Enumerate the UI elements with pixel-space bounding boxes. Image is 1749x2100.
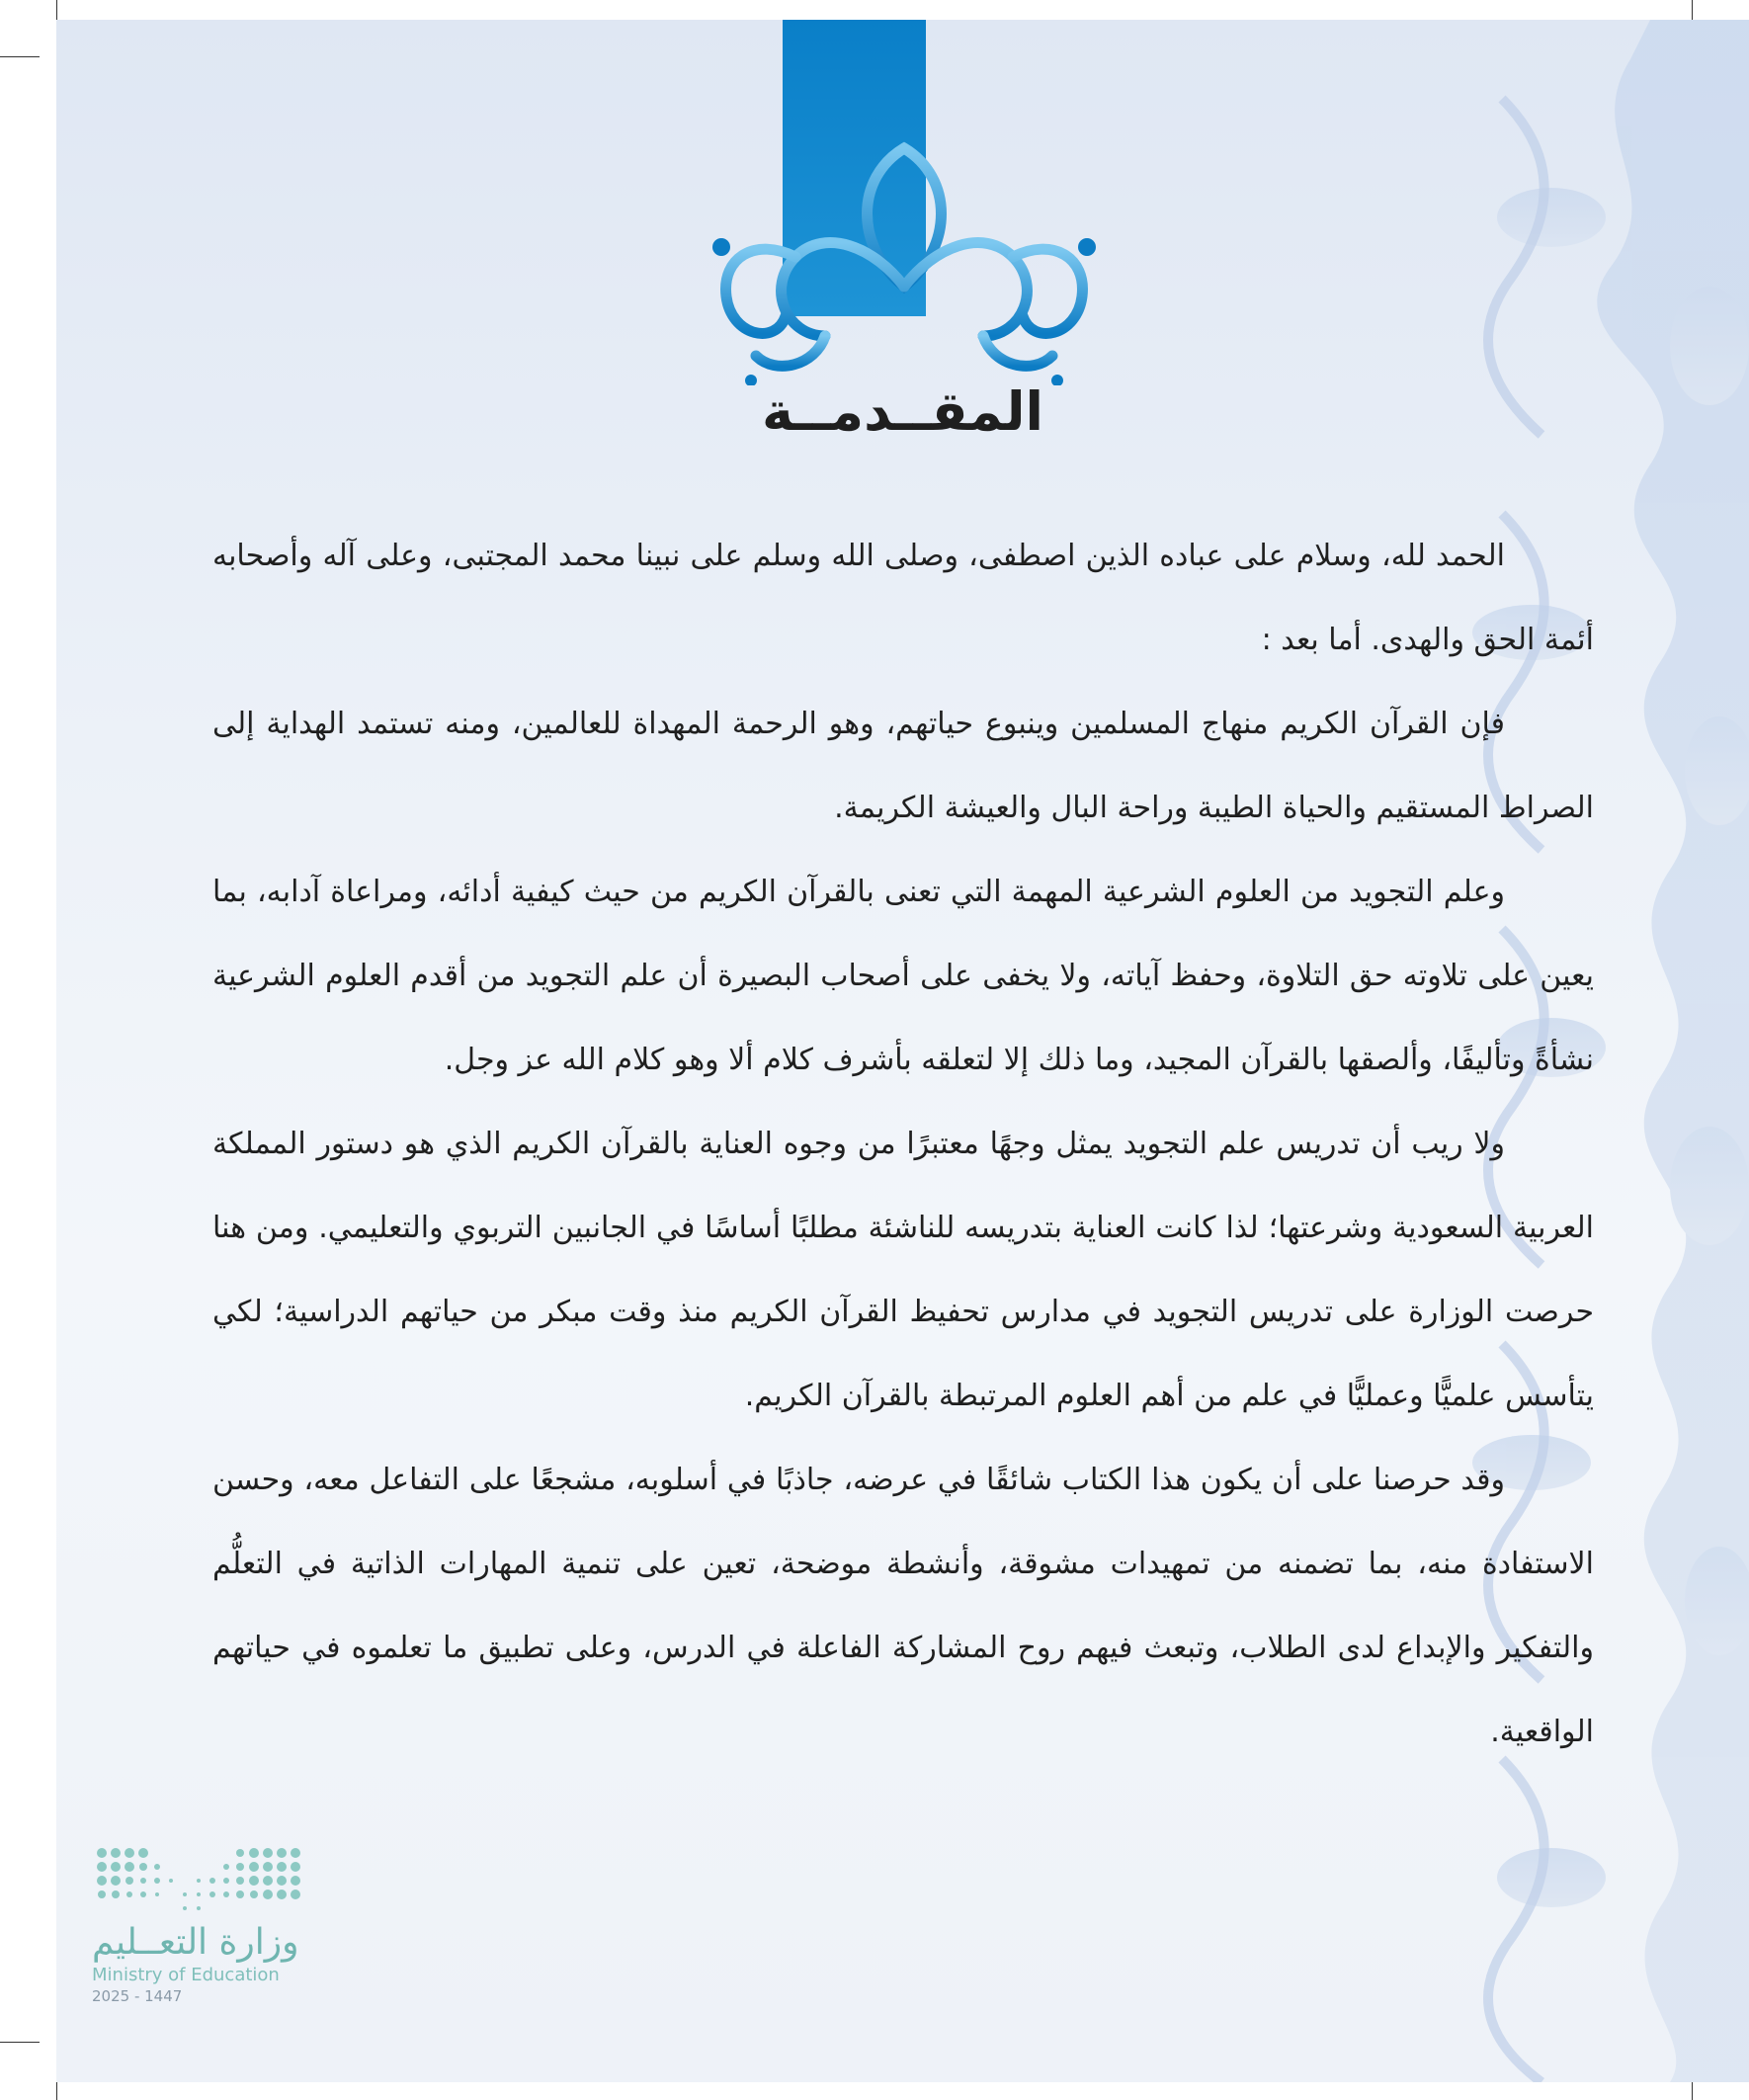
crop-mark bbox=[0, 2042, 40, 2043]
calligraphy-emblem-icon bbox=[697, 138, 1112, 385]
paragraph: الحمد لله، وسلام على عباده الذين اصطفى، وصلى الله وسلم على نبينا محمد المجتبى، وعلى آله وأصحابه أئمة الحق والهدى. أما بعد : bbox=[212, 539, 1594, 657]
ministry-logo bbox=[92, 1843, 319, 2005]
paragraph: ولا ريب أن تدريس علم التجويد يمثل وجهًا معتبرًا من وجوه العناية بالقرآن الكريم الذي هو دستور المملكة العربية السعودية وشرعتها؛ لذا كانت العناية بتدريسه للناشئة مطلبًا أساسًا في الجانبين التربوي والتعليمي. ومن هنا حرصت الوزارة على تدريس التجويد في مدارس تحفيظ القرآن الكريم منذ وقت مبكر من حياتهم الدراسية؛ لكي يتأسس علميًّا وعمليًّا في علم من أهم العلوم المرتبطة بالقرآن الكريم. bbox=[212, 1127, 1594, 1413]
introduction-body bbox=[212, 514, 1594, 1774]
ministry-name-arabic: وزارة التعــليم bbox=[92, 1922, 299, 1963]
paragraph: فإن القرآن الكريم منهاج المسلمين وينبوع حياتهم، وهو الرحمة المهداة للعالمين، ومنه تستمد الهداية إلى الصراط المستقيم والحياة الطيبة وراحة البال والعيشة الكريمة. bbox=[212, 707, 1594, 825]
paragraph: وقد حرصنا على أن يكون هذا الكتاب شائقًا في عرضه، جاذبًا في أسلوبه، مشجعًا على التفاعل معه، وحسن الاستفادة منه، بما تضمنه من تمهيدات مشوقة، وأنشطة موضحة، تعين على تنمية المهارات الذاتية في التعلُّم والتفكير والإبداع لدى الطلاب، وتبعث فيهم روح المشاركة الفاعلة في الدرس، وعلى تطبيق ما تعلموه في حياتهم الواقعية. bbox=[212, 1463, 1594, 1749]
ministry-name-english: Ministry of Education bbox=[92, 1965, 280, 1985]
edition-year: 2025 - 1447 bbox=[92, 1987, 183, 2005]
page-title: المقــدمــة bbox=[761, 380, 1044, 443]
paragraph: وعلم التجويد من العلوم الشرعية المهمة التي تعنى بالقرآن الكريم من حيث كيفية أدائه، ومراعاة آدابه، بما يعين على تلاوته حق التلاوة، وحفظ آياته، ولا يخفى على أصحاب البصيرة أن علم التجويد من أقدم العلوم الشرعية نشأةً وتأليفًا، وألصقها بالقرآن المجيد، وما ذلك إلا لتعلقه بأشرف كلام ألا وهو كلام الله عز وجل. bbox=[212, 875, 1594, 1077]
crop-mark bbox=[0, 56, 40, 57]
page bbox=[56, 20, 1749, 2082]
dots-logo-icon bbox=[92, 1843, 309, 1912]
